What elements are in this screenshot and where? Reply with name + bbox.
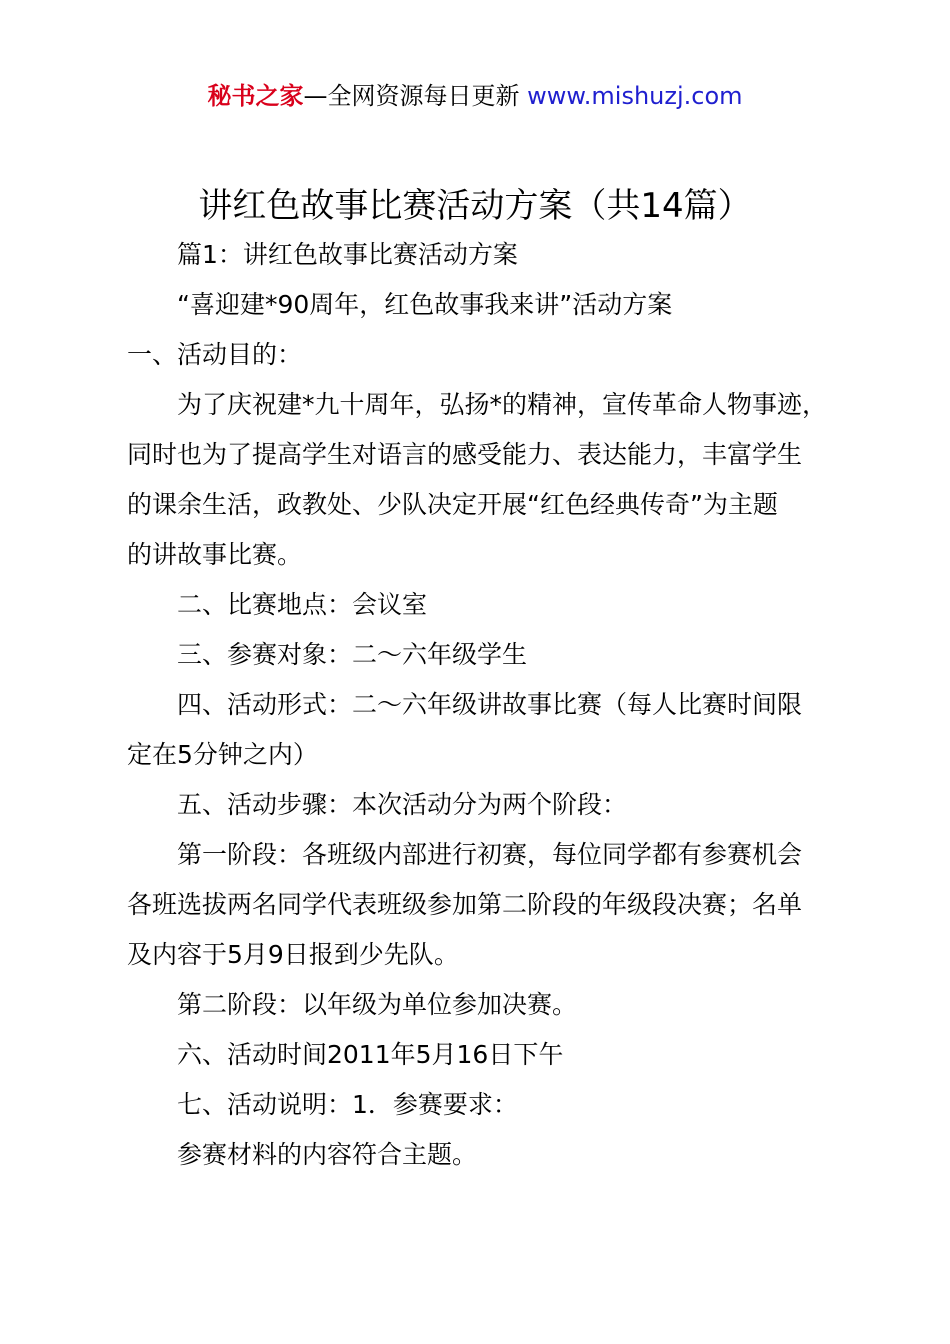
paragraph-line: 定在5分钟之内） [127,740,318,769]
paragraph-line: 第二阶段：以年级为单位参加决赛。 [177,990,578,1019]
item-time: 六、活动时间2011年5月16日下午 [177,1040,564,1069]
item-steps: 五、活动步骤：本次活动分为两个阶段： [177,790,628,819]
item-notes: 七、活动说明：1．参赛要求： [177,1090,518,1119]
site-tagline: —全网资源每日更新 [303,82,528,110]
document-title: 讲红色故事比赛活动方案（共14篇） [198,186,752,226]
site-header [0,80,950,112]
paragraph-line: 的课余生活，政教处、少队决定开展“红色经典传奇”为主题 [127,490,778,519]
paragraph-line: 各班选拔两名同学代表班级参加第二阶段的年级段决赛；名单 [127,890,803,919]
item-venue: 二、比赛地点：会议室 [177,590,428,619]
site-brand: 秘书之家 [207,82,304,110]
site-link[interactable]: www.mishuzj.com [527,82,743,110]
section-heading: 篇1：讲红色故事比赛活动方案 [177,240,518,269]
item-participants: 三、参赛对象：二～六年级学生 [177,640,528,669]
paragraph-line: 同时也为了提高学生对语言的感受能力、表达能力，丰富学生 [127,440,803,469]
paragraph-line: 及内容于5月9日报到少先队。 [127,940,459,969]
heading-purpose: 一、活动目的： [127,340,303,369]
plan-title: “喜迎建*90周年，红色故事我来讲”活动方案 [177,290,673,319]
item-format: 四、活动形式：二～六年级讲故事比赛（每人比赛时间限 [177,690,803,719]
paragraph-line: 参赛材料的内容符合主题。 [177,1140,478,1169]
paragraph-line: 为了庆祝建*九十周年，弘扬*的精神，宣传革命人物事迹， [177,390,828,419]
paragraph-line: 的讲故事比赛。 [127,540,303,569]
paragraph-line: 第一阶段：各班级内部进行初赛，每位同学都有参赛机会 [177,840,803,869]
